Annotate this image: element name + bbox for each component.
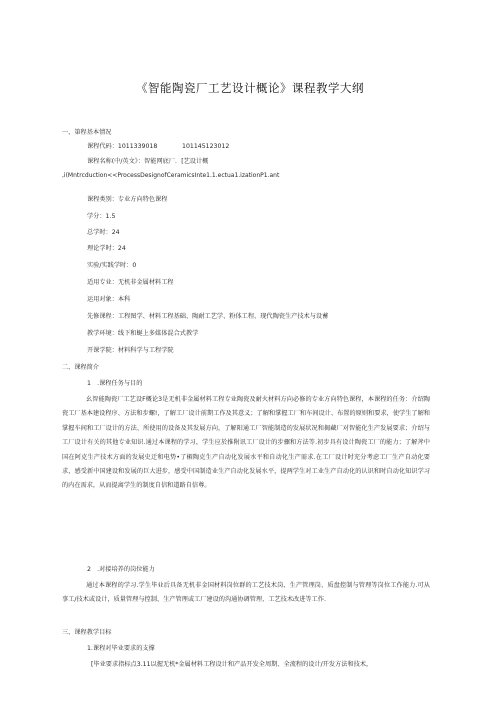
paragraph-job-abilities-text: 通过本课程的学习.学生毕业后具备无机非金国材料岗位群的工艺技术岗、生产管理岗、质盘控制与管理等岗位工作能力.可从事工/技术或设计，质量管理与控制、生产管理或工厂建设的沟通协调管理、工艺技术改进等工作. — [62, 582, 430, 604]
applicable-major-line: 适用专业：无机非金属材料工程 — [87, 279, 174, 286]
theory-hours-line: 理论学时：24 — [87, 245, 126, 252]
teaching-environment-line: 教学环境：线下和蜒上多媒体混合式教学 — [87, 330, 199, 337]
course-category-line: 课程类别：专业方向特色课程 — [87, 196, 168, 203]
offering-college-line: 开课学院：材料科学与工程学院 — [87, 347, 174, 354]
lab-hours-line: 实验/实践学时：0 — [87, 262, 137, 269]
paragraph-task-purpose — [62, 393, 430, 494]
subsection-heading-job-abilities: 2 .对接培养的岗位能力 — [87, 566, 155, 573]
subsection-heading-task-purpose: 1 .课程任务与目的 — [87, 380, 143, 387]
prerequisite-courses-line: 先修课程：工程图学、材料工程基础、陶耐工艺学、粉体工程、现代陶瓷生产技术与设蓄 — [87, 313, 329, 320]
section-heading-basic-info: 一、第程基本情况 — [62, 129, 112, 136]
paragraph-task-purpose-text: 幺智能陶瓷厂工艺设F概论3是无机非金属材料工程专业陶瓷及耐火材料方向必修的专业方向特色课程，本课程的任务：介绍陶瓷工厂基本建设程序、方法和步螺!，了解工厂设计前期工作及其意义；了解和掌握工厂和车间设计、布置的原则和要求，使学生了解和掌握车间和工厂设计的方法、所使用的设备及其发展方向，了解阳通工厂智能制造的发展状况和揭藏厂对智能化生产发展要求；介绍与工厂设计有关的其他专业知识.通过本课程的学习，学生应於推附讯工厂设计的步骤和方法等.初步具有设计陶瓷工厂的能力；了解斧中国在阿克生产技术方面的发展史迁和电势•了楣陶克生产自动化发展水平和自动化生产需求.在工厂设计时充分考虑工厂生产自动化要求，感受新中国建设和发展的巨大进步，感受中国制造业生产自动化发展水平，提两学生对工业生产自动化的认识和时自动化知识学习的内在需求，从而提离学生的制度自信和道路自信尊。 — [62, 396, 430, 490]
course-name-line: 课程名称(中/英文》：智能网底厂．[艺设计概 — [87, 158, 209, 165]
target-students-line: 运用对象：本科 — [87, 296, 131, 303]
course-code-line: 课程代码：1011339018 101145123012 — [87, 143, 230, 150]
total-hours-line: 总学时：24 — [87, 229, 120, 236]
paragraph-job-abilities — [62, 579, 430, 608]
document-title: 《智能陶瓷厂工艺设计概论》课程教学大纲 — [136, 81, 364, 95]
course-credit-line: 学分：1.5 — [87, 213, 116, 220]
subsection-heading-graduation-support: 1.课程对毕业要求的支撑 — [87, 645, 155, 652]
section-heading-course-intro: 二、课程简介 — [62, 364, 100, 371]
paragraph-graduation-requirement: [毕业要求指标点3.11以握无机*金属材料工程设计和产品开发全周期、全流程的设计/开发方法和技术， — [91, 661, 373, 668]
course-english-name-line: ,i(Mntrcduction<<ProcessDesignofCeramicsInte1.1.ectua1.izationP1.ant — [62, 172, 280, 179]
section-heading-teaching-objectives: 三、课程教学目标 — [62, 629, 112, 636]
